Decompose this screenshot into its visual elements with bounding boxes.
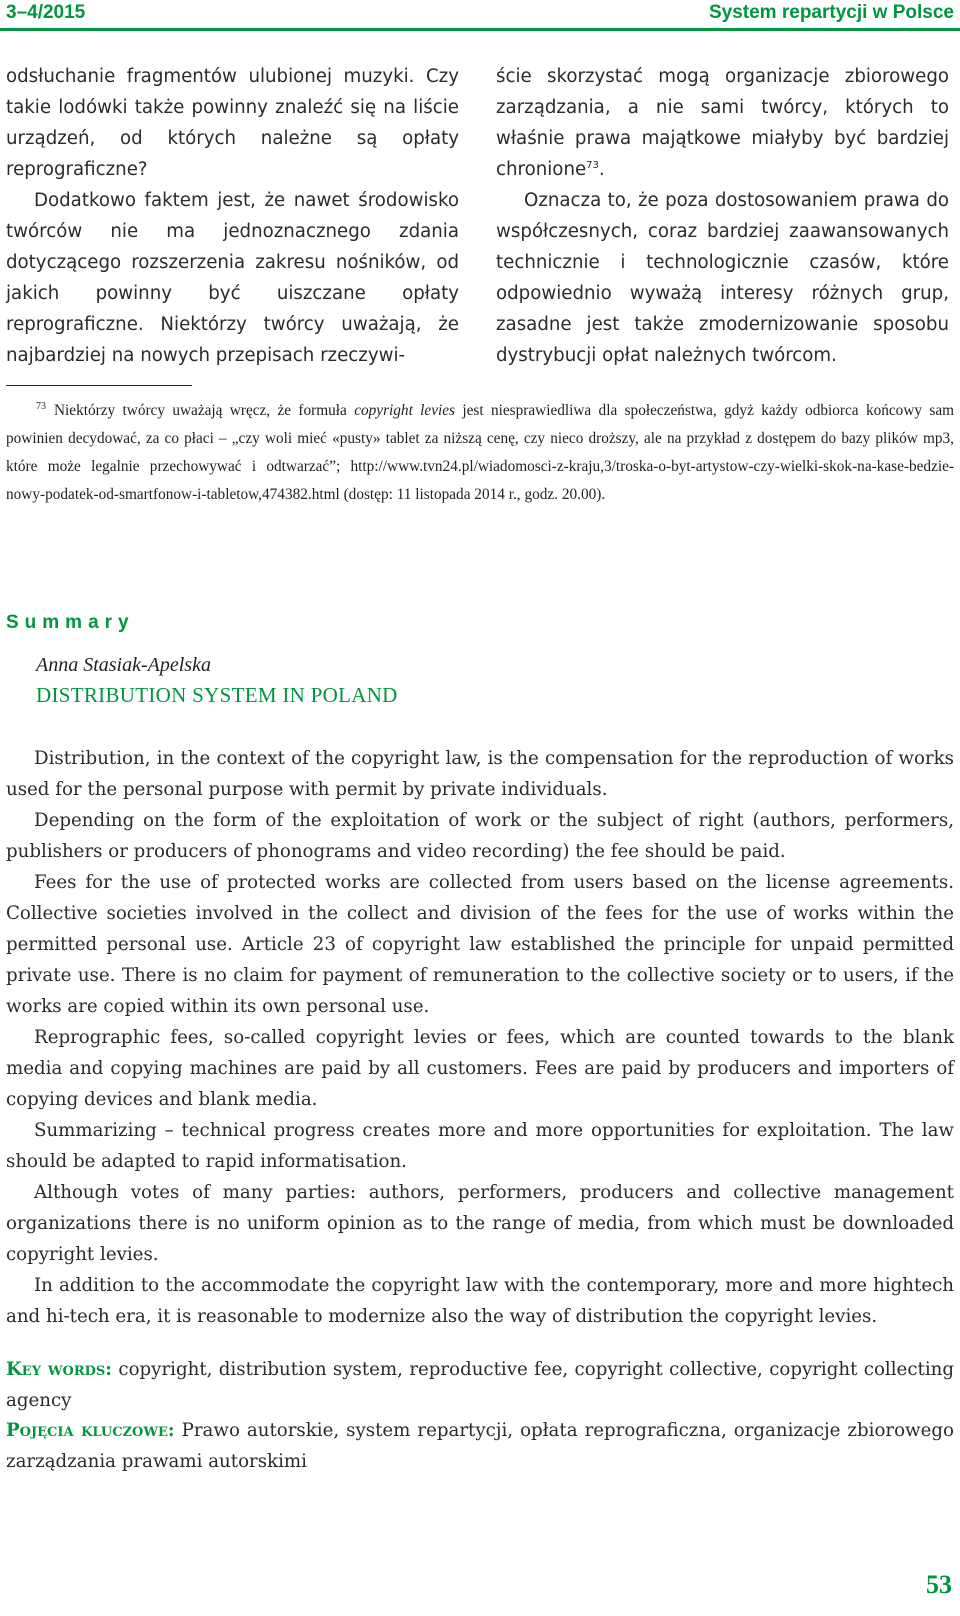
keywords-english-text: copyright, distribution system, reproductive fee, copyright collective, copyright collecting agency bbox=[6, 1359, 954, 1411]
footnote-reference[interactable]: 73 bbox=[586, 159, 599, 171]
right-paragraph-1-end: . bbox=[598, 159, 605, 180]
abstract-paragraph: Summarizing – technical progress creates more and more opportunities for exploitation. The law should be adapted to rapid informatisation. bbox=[6, 1120, 954, 1172]
footnote-number: 73 bbox=[36, 400, 46, 412]
left-paragraph-2: Dodatkowo faktem jest, że nawet środowisko twórców nie ma jednoznacznego zdania dotyczącego rozszerzenia zakresu nośników, od jakich powinny być uiszczane opłaty reprograficzne. Niektórzy twórcy uważają, że najbardziej na nowych przepisach rzeczywi- bbox=[6, 190, 459, 366]
keywords-english-label: Key words: bbox=[6, 1359, 113, 1380]
summary-heading: Summary bbox=[6, 612, 135, 633]
footnote-73 bbox=[6, 397, 954, 509]
footnote-separator bbox=[6, 385, 192, 386]
right-paragraph-1 bbox=[496, 61, 949, 185]
right-paragraph-1-text: ście skorzystać mogą organizacje zbiorowego zarządzania, a nie sami twórcy, których to właśnie prawa majątkowe miałyby być bardziej chronione bbox=[496, 66, 949, 180]
right-paragraph-2: Oznacza to, że poza dostosowaniem prawa do współczesnych, coraz bardziej zaawansowanych technicznie i technologicznie czasów, które odpowiednio wyważą interesy różnych grup, zasadne jest także zmodernizowanie sposobu dystrybucji opłat należnych twórcom. bbox=[496, 190, 949, 366]
page-number: 53 bbox=[926, 1570, 952, 1599]
abstract-paragraph: Reprographic fees, so-called copyright levies or fees, which are counted towards to the blank media and copying machines are paid by all customers. Fees are paid by producers and importers of copying devices and blank media. bbox=[6, 1027, 954, 1110]
footnote-text-after: jest niesprawiedliwa dla społeczeństwa, gdyż każdy odbiorca końcowy sam powinien decydować, za co płaci – „czy woli mieć «pusty» tablet za niższą cenę, czy nieco droższy, ale na przykład z dostępem do bazy plików mp3, które może legalnie przechowywać i odtwarzać”; http://www.tvn24.pl/wiadomosci-z-kraju,3/troska-o-byt-artystow-czy-wielki-skok-na-kase-bedzie-nowy-podatek-od-smartfonow-i-tabletow,474382.html (dostęp: 11 listopada 2014 r., godz. 20.00). bbox=[6, 402, 955, 503]
abstract-paragraph: Depending on the form of the exploitation of work or the subject of right (authors, performers, publishers or producers of phonograms and video recording) the fee should be paid. bbox=[6, 810, 954, 862]
footnote-text-before: Niektórzy twórcy uważają wręcz, że formuła bbox=[54, 402, 347, 419]
page-header bbox=[0, 0, 960, 32]
abstract-paragraph: Fees for the use of protected works are collected from users based on the license agreements. Collective societies involved in the collect and division of the fees for the use of works within the permitted personal use. Article 23 of copyright law established the principle for unpaid permitted private use. There is no claim for payment of remuneration to the collective society or to users, if the works are copied within its own personal use. bbox=[6, 872, 954, 1017]
summary-abstract bbox=[6, 743, 954, 1332]
abstract-paragraph: Although votes of many parties: authors, performers, producers and collective management organizations there is no uniform opinion as to the range of media, from which must be downloaded copyright levies. bbox=[6, 1182, 954, 1265]
issue-number: 3–4/2015 bbox=[6, 2, 86, 23]
keywords-polish-text: Prawo autorskie, system repartycji, opłata reprograficzna, organizacje zbiorowego zarządzania prawami autorskimi bbox=[6, 1420, 954, 1472]
footnote-italic-term: copyright levies bbox=[354, 402, 456, 419]
left-column bbox=[6, 61, 459, 371]
abstract-paragraph: Distribution, in the context of the copyright law, is the compensation for the reproduction of works used for the personal purpose with permit by private individuals. bbox=[6, 748, 954, 800]
keywords-english bbox=[6, 1354, 954, 1416]
left-paragraph-1: odsłuchanie fragmentów ulubionej muzyki. Czy takie lodówki także powinny znaleźć się na liście urządzeń, od których należne są opłaty reprograficzne? bbox=[6, 66, 459, 180]
keywords-polish bbox=[6, 1415, 954, 1477]
running-title: System repartycji w Polsce bbox=[708, 2, 954, 23]
summary-title: DISTRIBUTION SYSTEM IN POLAND bbox=[36, 683, 398, 707]
summary-author: Anna Stasiak-Apelska bbox=[36, 654, 211, 676]
abstract-paragraph: In addition to the accommodate the copyright law with the contemporary, more and more hightech and hi-tech era, it is reasonable to modernize also the way of distribution the copyright levies. bbox=[6, 1275, 954, 1327]
header-rule bbox=[0, 28, 960, 31]
keywords-polish-label: Pojęcia kluczowe: bbox=[6, 1420, 175, 1441]
right-column bbox=[496, 61, 949, 371]
